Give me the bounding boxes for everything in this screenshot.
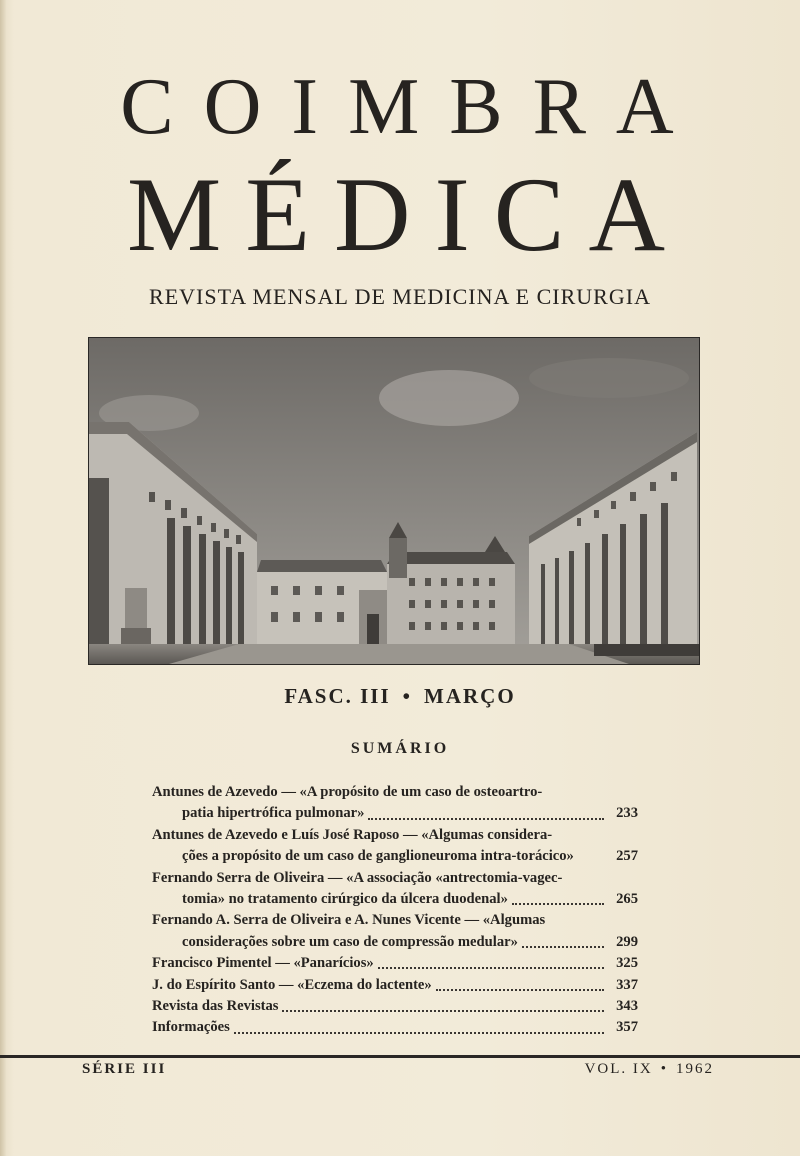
toc-entry-line1: Fernando Serra de Oliveira — «A associação «antrectomia-vagec- bbox=[152, 869, 563, 886]
toc-entry bbox=[152, 825, 638, 868]
university-buildings-photo bbox=[88, 337, 700, 665]
toc-entry bbox=[152, 782, 638, 825]
volume-year-line bbox=[585, 1061, 714, 1078]
toc-entry-text: Revista das Revistas bbox=[152, 998, 279, 1015]
toc-entry-text: Francisco Pimentel — «Panarícios» bbox=[152, 955, 374, 972]
toc-page-number: 325 bbox=[616, 955, 638, 972]
leader-dots bbox=[512, 902, 604, 905]
toc-entry-text: Informações bbox=[152, 1019, 230, 1036]
leader-dots bbox=[522, 945, 604, 948]
toc-entry bbox=[152, 996, 638, 1017]
journal-title-line1: COIMBRA bbox=[120, 63, 704, 151]
toc-entry bbox=[152, 868, 638, 911]
issue-month: MARÇO bbox=[424, 684, 516, 708]
leader-dots bbox=[234, 1031, 604, 1034]
table-of-contents bbox=[152, 782, 638, 1039]
leader-space bbox=[578, 860, 604, 861]
toc-page-number: 257 bbox=[616, 848, 638, 865]
toc-entry-line1: Antunes de Azevedo — «A propósito de um caso de osteoartro- bbox=[152, 784, 543, 800]
toc-page-number: 299 bbox=[616, 933, 638, 950]
toc-entry-line2: patia hipertrófica pulmonar» bbox=[182, 805, 365, 822]
toc-page-number: 233 bbox=[616, 805, 638, 822]
toc-entry bbox=[152, 910, 638, 953]
series-label: SÉRIE III bbox=[82, 1061, 167, 1077]
toc-entry bbox=[152, 975, 638, 996]
leader-dots bbox=[368, 817, 604, 820]
journal-title-line2: MÉDICA bbox=[126, 156, 690, 273]
year-label: 1962 bbox=[676, 1061, 714, 1077]
toc-entry bbox=[152, 1017, 638, 1038]
fascicle-number: FASC. III bbox=[284, 684, 391, 708]
toc-page-number: 265 bbox=[616, 891, 638, 908]
leader-dots bbox=[378, 966, 604, 969]
footer-rule bbox=[0, 1055, 800, 1058]
volume-label: VOL. IX bbox=[584, 1061, 653, 1077]
toc-entry-line1: Antunes de Azevedo e Luís José Raposo — «Algumas considera- bbox=[152, 826, 553, 843]
toc-entry-text: J. do Espírito Santo — «Eczema do lactente» bbox=[152, 976, 432, 993]
toc-entry-line2: ções a propósito de um caso de ganglioneuroma intra-torácico» bbox=[182, 848, 574, 865]
bullet-separator: • bbox=[660, 1061, 668, 1077]
toc-entry-line2: considerações sobre um caso de compressão medular» bbox=[182, 933, 518, 950]
journal-subtitle: REVISTA MENSAL DE MEDICINA E CIRURGIA bbox=[149, 284, 651, 309]
toc-page-number: 357 bbox=[616, 1019, 638, 1036]
toc-entry bbox=[152, 953, 638, 974]
leader-dots bbox=[282, 1009, 604, 1012]
leader-dots bbox=[436, 988, 604, 991]
toc-entry-line2: tomia» no tratamento cirúrgico da úlcera duodenal» bbox=[182, 891, 508, 908]
bullet-separator: • bbox=[402, 684, 412, 708]
toc-entry-line1: Fernando A. Serra de Oliveira e A. Nunes Vicente — «Algumas bbox=[152, 912, 546, 929]
toc-page-number: 343 bbox=[616, 998, 638, 1015]
issue-line bbox=[0, 684, 800, 712]
summary-heading: SUMÁRIO bbox=[350, 740, 450, 757]
toc-page-number: 337 bbox=[616, 976, 638, 993]
